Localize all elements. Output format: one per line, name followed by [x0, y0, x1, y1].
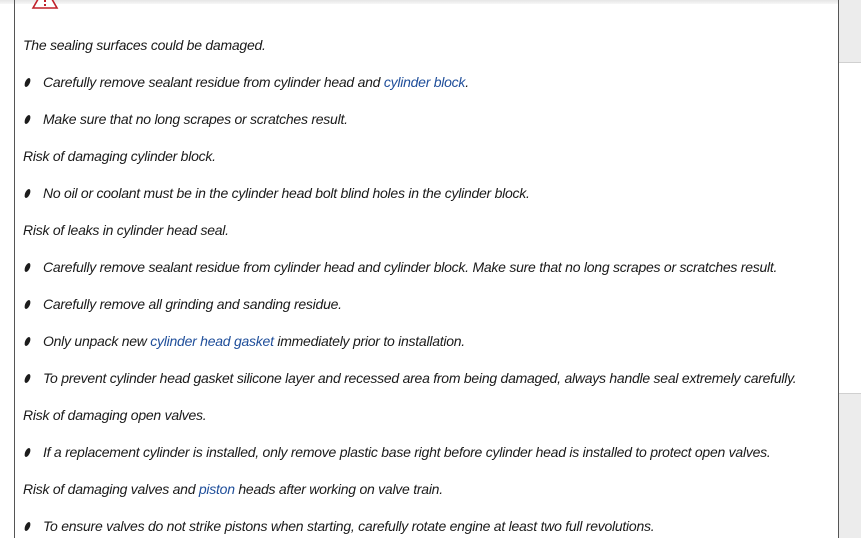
text-segment: . [465, 74, 469, 90]
bullet-text [43, 517, 654, 535]
bullet-text [43, 332, 465, 350]
bullet-text [43, 73, 469, 91]
text-segment: Risk of leaks in cylinder head seal. [23, 222, 229, 238]
bullet-icon [24, 263, 32, 272]
bullet-text [43, 443, 771, 461]
paragraph-text [23, 221, 229, 239]
bullet-icon [24, 115, 32, 124]
right-side-panel [839, 62, 861, 394]
bullet-text [43, 258, 777, 276]
text-segment: No oil or coolant must be in the cylinder head bolt blind holes in the cylinder block. [43, 185, 530, 201]
text-segment: Carefully remove sealant residue from cylinder head and [43, 74, 384, 90]
text-segment: immediately prior to installation. [273, 333, 465, 349]
paragraph-text [23, 147, 216, 165]
inline-link[interactable]: cylinder block [383, 74, 466, 90]
text-segment: If a replacement cylinder is installed, only remove plastic base right before cylinder head is installed to protect open valves. [43, 444, 771, 460]
inline-link[interactable]: piston [198, 481, 235, 497]
left-border [14, 0, 15, 538]
inline-link[interactable]: cylinder head gasket [150, 333, 274, 349]
bullet-icon [24, 448, 32, 457]
text-segment: To ensure valves do not strike pistons when starting, carefully rotate engine at least two full revolutions. [43, 518, 655, 534]
bullet-text [43, 295, 342, 313]
warning-triangle-icon [31, 0, 59, 9]
text-segment: The sealing surfaces could be damaged. [23, 37, 266, 53]
top-strip [0, 0, 861, 4]
text-segment: Risk of damaging cylinder block. [23, 148, 216, 164]
text-segment: Risk of damaging valves and [23, 481, 199, 497]
text-segment: heads after working on valve train. [234, 481, 443, 497]
bullet-text [43, 110, 348, 128]
bullet-icon [24, 78, 32, 87]
text-segment: Risk of damaging open valves. [23, 407, 207, 423]
text-segment: Carefully remove all grinding and sanding residue. [43, 296, 342, 312]
paragraph-text [23, 36, 266, 54]
paragraph-text [23, 480, 443, 498]
text-segment: Only unpack new [43, 333, 151, 349]
bullet-icon [24, 300, 32, 309]
bullet-text [43, 184, 530, 202]
text-segment: To prevent cylinder head gasket silicone layer and recessed area from being damaged, always handle seal extremely carefully. [43, 370, 797, 386]
bullet-icon [24, 374, 32, 383]
paragraph-text [23, 406, 206, 424]
text-segment: Carefully remove sealant residue from cylinder head and cylinder block. Make sure that no long scrapes or scratches result. [43, 259, 778, 275]
bullet-icon [24, 522, 32, 531]
bullet-text [43, 369, 796, 387]
text-segment: Make sure that no long scrapes or scratches result. [43, 111, 348, 127]
bullet-icon [24, 337, 32, 346]
bullet-icon [24, 189, 32, 198]
